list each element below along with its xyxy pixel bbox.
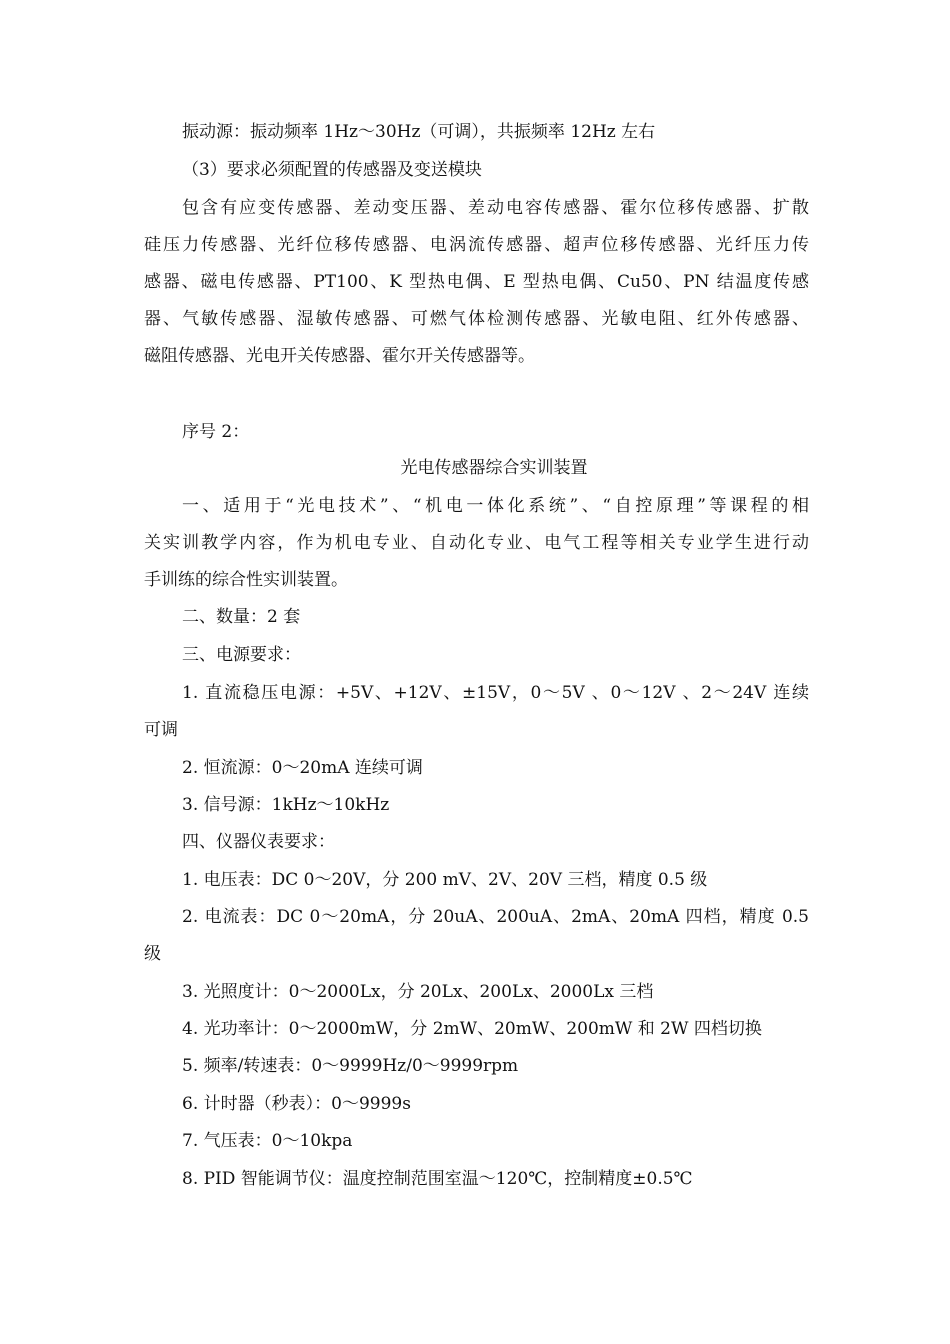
section1-line-1: 一、适用于“光电技术”、“机电一体化系统”、“自控原理”等课程的相: [182, 496, 809, 516]
meter-item-5: 5. 频率/转速表：0～9999Hz/0～9999rpm: [182, 1056, 519, 1076]
meters-heading: 四、仪器仪表要求：: [182, 832, 335, 852]
serial-number: 序号 2：: [182, 422, 250, 442]
vibration-source-text: 振动源：振动频率 1Hz～30Hz（可调），共振频率 12Hz 左右: [182, 122, 656, 142]
meter-item-6: 6. 计时器（秒表）：0～9999s: [182, 1094, 411, 1114]
section1-line-3: 手训练的综合性实训装置。: [144, 570, 348, 590]
meter-item-8: 8. PID 智能调节仪：温度控制范围室温～120℃，控制精度±0.5℃: [182, 1169, 693, 1189]
sensors-line-4: 器、气敏传感器、湿敏传感器、可燃气体检测传感器、光敏电阻、红外传感器、: [144, 309, 809, 329]
meter-item-4: 4. 光功率计：0～2000mW，分 2mW、20mW、200mW 和 2W 四档切换: [182, 1019, 762, 1039]
power-item-2: 2. 恒流源：0～20mA 连续可调: [182, 758, 423, 778]
power-item-3: 3. 信号源：1kHz～10kHz: [182, 795, 390, 815]
section1-line-2: 关实训教学内容，作为机电专业、自动化专业、电气工程等相关专业学生进行动: [144, 533, 809, 553]
meter-item-7: 7. 气压表：0～10kpa: [182, 1131, 353, 1151]
sensors-heading: （3）要求必须配置的传感器及变送模块: [182, 160, 482, 180]
sensors-line-5: 磁阻传感器、光电开关传感器、霍尔开关传感器等。: [144, 346, 535, 366]
meter-item-1: 1. 电压表：DC 0～20V，分 200 mV、2V、20V 三档，精度 0.5 级: [182, 870, 708, 890]
power-heading: 三、电源要求：: [182, 645, 301, 665]
device-title: 光电传感器综合实训装置: [400, 458, 588, 478]
power-item-1-line-2: 可调: [144, 720, 178, 740]
meter-item-2-line-1: 2. 电流表：DC 0～20mA，分 20uA、200uA、2mA、20mA 四档，精度 0.5: [182, 907, 809, 927]
sensors-line-1: 包含有应变传感器、差动变压器、差动电容传感器、霍尔位移传感器、扩散: [182, 198, 809, 218]
quantity-text: 二、数量：2 套: [182, 607, 301, 627]
sensors-line-3: 感器、磁电传感器、PT100、K 型热电偶、E 型热电偶、Cu50、PN 结温度传感: [144, 272, 809, 292]
sensors-line-2: 硅压力传感器、光纤位移传感器、电涡流传感器、超声位移传感器、光纤压力传: [144, 235, 809, 255]
power-item-1-line-1: 1. 直流稳压电源：+5V、+12V、±15V，0～5V 、0～12V 、2～24V 连续: [182, 683, 809, 703]
meter-item-2-line-2: 级: [144, 944, 161, 964]
meter-item-3: 3. 光照度计：0～2000Lx，分 20Lx、200Lx、2000Lx 三档: [182, 982, 654, 1002]
